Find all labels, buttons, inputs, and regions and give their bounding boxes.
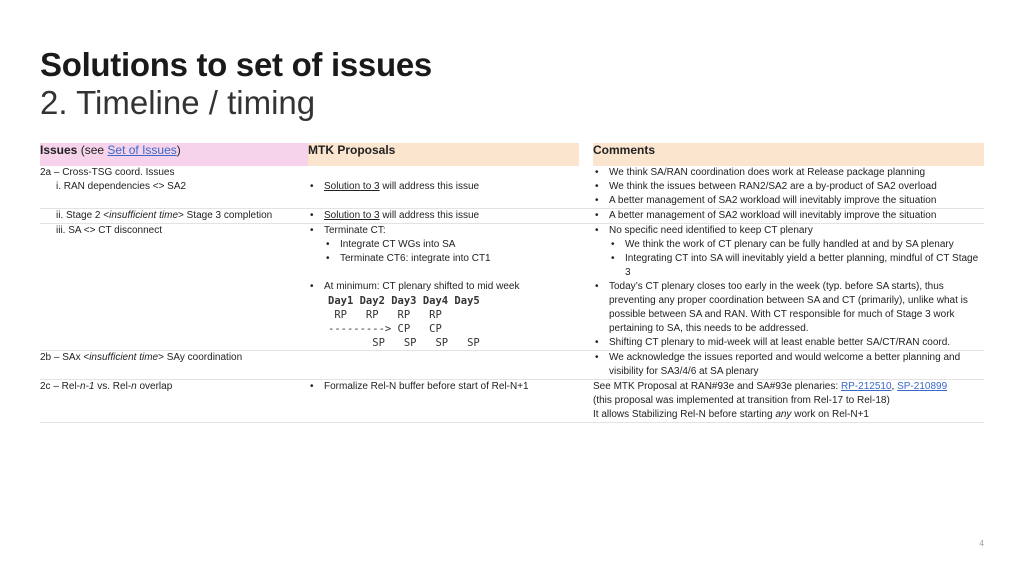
comment-line xyxy=(593,380,984,394)
proposal-subitem: • Terminate CT6: integrate into CT1 xyxy=(324,252,579,266)
issue-text: 2b – SAx < xyxy=(40,352,90,363)
comment-line xyxy=(593,408,984,422)
comment-comma: , xyxy=(891,381,898,392)
proposal-cell xyxy=(308,166,579,209)
comment-cell xyxy=(593,351,984,380)
page-subtitle: 2. Timeline / timing xyxy=(40,84,316,121)
proposal-item: • Formalize Rel-N buffer before start of Rel-N+1 xyxy=(308,380,579,394)
header-issues xyxy=(40,143,308,166)
page-title: Solutions to set of issues xyxy=(40,46,432,83)
comment-item: • We acknowledge the issues reported and would welcome a better planning and visibility for SA3/4/6 at SA plenary xyxy=(593,351,984,379)
table-row xyxy=(40,166,984,209)
table-header-row xyxy=(40,143,984,166)
comment-item: • We think the issues between RAN2/SA2 are a by-product of SA2 overload xyxy=(593,180,984,194)
proposal-subitem: • Integrate CT WGs into SA xyxy=(324,238,579,252)
comment-item: • No specific need identified to keep CT plenary xyxy=(593,224,984,238)
comment-item: • Shifting CT plenary to mid-week will at least enable better SA/CT/RAN coord. xyxy=(593,336,984,350)
page-number: 4 xyxy=(979,539,984,548)
header-issues-label: Issues xyxy=(40,143,78,157)
proposal-item xyxy=(308,180,579,194)
comment-item: • A better management of SA2 workload will inevitably improve the situation xyxy=(593,209,984,223)
issue-italic: insufficient time xyxy=(109,210,179,221)
rp-212510-link[interactable]: RP-212510 xyxy=(840,381,892,392)
issue-2a-iii: iii. SA <> CT disconnect xyxy=(56,225,162,236)
proposal-text: will address this issue xyxy=(379,210,480,221)
schedule-sp: SP SP SP SP xyxy=(328,337,480,349)
issue-2c xyxy=(40,380,308,394)
issue-2b xyxy=(40,351,308,365)
solution-link[interactable]: Solution to 3 xyxy=(324,181,380,192)
issue-2a-i: i. RAN dependencies <> SA2 xyxy=(56,181,187,192)
header-close-paren: ) xyxy=(176,143,181,157)
proposal-item: • At minimum: CT plenary shifted to mid week xyxy=(308,280,579,294)
solution-link[interactable]: Solution to 3 xyxy=(324,210,380,221)
issue-cell xyxy=(40,209,308,224)
issue-text: overlap xyxy=(136,381,173,392)
header-comments xyxy=(593,143,984,166)
comment-italic: any xyxy=(775,409,792,420)
set-of-issues-link[interactable]: Set of Issues xyxy=(107,143,177,157)
schedule-diagram xyxy=(308,294,579,350)
header-see-text: (see xyxy=(80,143,108,157)
table-row xyxy=(40,351,984,380)
gap-cell xyxy=(579,209,593,224)
issue-text: ii. Stage 2 < xyxy=(56,210,110,221)
schedule-cp: ---------> CP CP xyxy=(328,323,442,335)
comment-line: (this proposal was implemented at transition from Rel-17 to Rel-18) xyxy=(593,395,890,406)
header-comments-label: Comments xyxy=(593,143,656,157)
table-row xyxy=(40,380,984,423)
table-row xyxy=(40,224,984,351)
comment-cell xyxy=(593,224,984,351)
gap-cell xyxy=(579,224,593,351)
comment-item: • We think SA/RAN coordination does work at Release package planning xyxy=(593,166,984,180)
proposal-cell xyxy=(308,209,579,224)
issue-text: > Stage 3 completion xyxy=(178,210,273,221)
gap-cell xyxy=(579,351,593,380)
comment-text: work on Rel-N+1 xyxy=(791,409,869,420)
comment-cell xyxy=(593,166,984,209)
proposal-item: • Terminate CT: xyxy=(308,224,579,238)
issue-text: vs. Rel- xyxy=(94,381,132,392)
comment-subitem: • Integrating CT into SA will inevitably yield a better planning, mindful of CT Stage 3 xyxy=(609,252,984,280)
issue-italic: n-1 xyxy=(80,381,95,392)
issue-cell xyxy=(40,224,308,351)
proposal-cell xyxy=(308,380,579,423)
comment-text: It allows Stabilizing Rel-N before starting xyxy=(593,409,776,420)
schedule-days: Day1 Day2 Day3 Day4 Day5 xyxy=(328,295,480,307)
issue-cell xyxy=(40,380,308,423)
issue-text: > SAy coordination xyxy=(158,352,243,363)
issue-2a-ii xyxy=(40,209,308,223)
comment-item: • Today’s CT plenary closes too early in the week (typ. before SA starts), thus preventing any proper coordination between SA and CT (primarily), unlike what is possible between SA and RAN. With CT responsible for much of Stage 3 work pertaining to SA, this needs to be addressed. xyxy=(593,280,984,336)
schedule-rp: RP RP RP RP xyxy=(328,309,442,321)
comment-item: • A better management of SA2 workload will inevitably improve the situation xyxy=(593,194,984,208)
header-gap xyxy=(579,143,593,166)
proposal-cell xyxy=(308,351,579,380)
issue-cell xyxy=(40,351,308,380)
proposal-cell xyxy=(308,224,579,351)
issue-2a: 2a – Cross-TSG coord. Issues xyxy=(40,167,175,178)
sp-210899-link[interactable]: SP-210899 xyxy=(897,381,948,392)
solutions-table xyxy=(40,143,984,423)
comment-text: See MTK Proposal at RAN#93e and SA#93e plenaries: xyxy=(593,381,841,392)
issue-italic: insufficient time xyxy=(89,352,159,363)
header-proposals xyxy=(308,143,579,166)
gap-cell xyxy=(579,380,593,423)
comment-cell xyxy=(593,209,984,224)
comment-subitem: • We think the work of CT plenary can be fully handled at and by SA plenary xyxy=(609,238,984,252)
table-row xyxy=(40,209,984,224)
header-issues-see xyxy=(81,143,181,157)
proposal-text: will address this issue xyxy=(379,181,480,192)
gap-cell xyxy=(579,166,593,209)
comment-cell xyxy=(593,380,984,423)
issue-cell xyxy=(40,166,308,209)
issue-italic: n xyxy=(131,381,137,392)
proposal-item xyxy=(308,209,579,223)
header-proposals-label: MTK Proposals xyxy=(308,143,396,157)
issue-text: 2c – Rel- xyxy=(40,381,81,392)
